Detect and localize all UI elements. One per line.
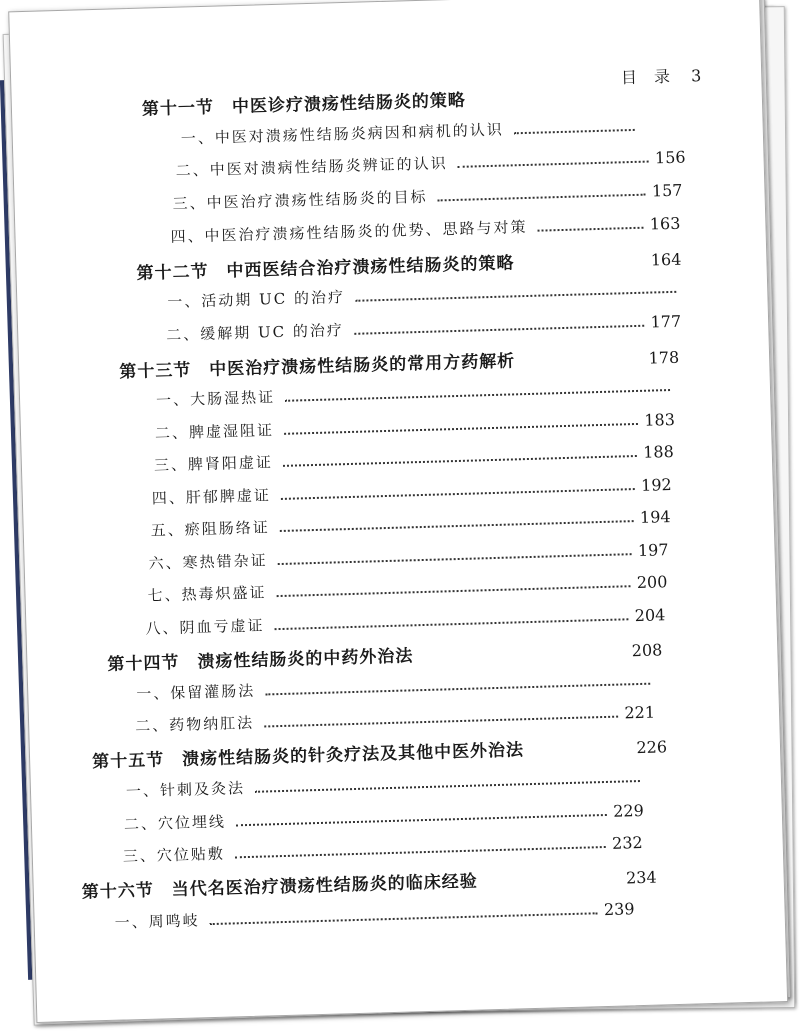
toc-item-row[interactable]: [155, 408, 675, 444]
item-title: 六、寒热错杂证: [148, 551, 268, 573]
page-number: 192: [640, 475, 672, 495]
page-number: 232: [611, 832, 643, 853]
leader-dots: [236, 813, 607, 826]
toc-section-row[interactable]: [136, 244, 681, 284]
toc-item-row[interactable]: [147, 570, 667, 606]
item-title: 一、大肠湿热证: [155, 388, 276, 410]
toc-item-row[interactable]: [167, 277, 682, 312]
item-title: 二、穴位埋线: [123, 812, 227, 834]
item-title: 五、瘀阻肠络证: [150, 518, 270, 540]
leader-dots: [210, 911, 598, 925]
toc-item-row[interactable]: [172, 179, 682, 214]
page-number: 234: [625, 867, 657, 888]
section-title: [92, 735, 525, 772]
toc-item-row[interactable]: [124, 799, 644, 835]
section-title: [136, 248, 515, 284]
section-number: 第十四节: [107, 652, 180, 675]
toc-item-row[interactable]: [181, 115, 641, 149]
toc-item-row[interactable]: [114, 897, 634, 933]
toc-item-row[interactable]: [145, 603, 665, 639]
item-title: 二、脾虚湿阻证: [154, 421, 275, 443]
toc-item-row[interactable]: [148, 538, 668, 574]
toc-section-row[interactable]: [81, 862, 656, 903]
toc-item-row[interactable]: [156, 375, 676, 411]
leader-dots: [280, 519, 634, 532]
item-title: 一、中医对溃疡性结肠炎病因和病机的认识: [180, 120, 504, 148]
toc-section-row[interactable]: [92, 731, 667, 772]
item-title: 四、中医治疗溃疡性结肠炎的优势、思路与对策: [170, 217, 528, 246]
page-number: 221: [624, 702, 656, 723]
item-title: 一、周鸣岐: [114, 911, 200, 932]
spacer: [414, 660, 632, 666]
section-name: 中西医结合治疗溃疡性结肠炎的策略: [226, 253, 515, 282]
leader-dots: [283, 454, 637, 467]
toc-page: [8, 0, 788, 1023]
item-title: 三、穴位贴敷: [122, 844, 226, 866]
page-number: 226: [636, 737, 668, 758]
page-number: 183: [644, 409, 676, 430]
item-title: 四、肝郁脾虚证: [151, 486, 272, 508]
page-number: 208: [631, 640, 663, 661]
section-name: 溃疡性结肠炎的针灸疗法及其他中医外治法: [181, 740, 525, 770]
leader-dots: [235, 845, 606, 858]
toc-item-row[interactable]: [135, 701, 655, 737]
toc-section-row[interactable]: [142, 84, 543, 120]
toc-item-row[interactable]: [150, 505, 670, 541]
item-title: 七、热毒炽盛证: [147, 583, 267, 605]
section-title: [119, 346, 516, 382]
page-number: 157: [651, 180, 683, 201]
spacer: [524, 757, 636, 760]
page-number: 204: [634, 605, 666, 626]
section-name: 中医诊疗溃疡性结肠炎的策略: [231, 90, 467, 118]
page-number: 177: [650, 311, 682, 332]
leader-dots: [284, 422, 638, 435]
section-name: 溃疡性结肠炎的中药外治法: [197, 646, 414, 673]
section-number: 第十二节: [136, 261, 209, 284]
item-title: 二、中医对溃病性结肠炎辨证的认识: [175, 154, 448, 180]
leader-dots: [281, 487, 635, 500]
leader-dots: [285, 388, 670, 402]
section-name: 当代名医治疗溃疡性结肠炎的临床经验: [171, 871, 478, 901]
leader-dots: [438, 193, 646, 202]
section-name: 中医治疗溃疡性结肠炎的常用方药解析: [209, 351, 516, 380]
page-number: 156: [654, 147, 686, 168]
leader-dots: [265, 682, 650, 696]
item-title: 一、保留灌肠法: [136, 681, 256, 704]
page-number: 178: [648, 347, 680, 368]
page-number: 163: [649, 213, 681, 234]
spacer: [515, 270, 651, 274]
page-number: 229: [612, 800, 645, 821]
leader-dots: [275, 617, 629, 630]
section-number: 第十三节: [119, 360, 192, 383]
toc-item-row[interactable]: [126, 766, 646, 802]
toc-item-row[interactable]: [154, 440, 674, 476]
item-title: 二、药物纳肛法: [134, 713, 255, 736]
leader-dots: [277, 584, 631, 597]
item-title: 三、中医治疗溃疡性结肠炎的目标: [172, 187, 428, 213]
section-number: 第十一节: [141, 97, 215, 120]
item-title: 一、针刺及灸法: [125, 779, 246, 801]
toc-item-row[interactable]: [175, 146, 685, 181]
leader-dots: [458, 160, 649, 168]
toc-item-row[interactable]: [136, 669, 656, 705]
page-number: 197: [637, 540, 669, 560]
toc-item-row[interactable]: [166, 310, 681, 345]
leader-dots: [264, 715, 618, 728]
table-of-contents: [9, 0, 787, 1022]
leader-dots: [278, 552, 632, 565]
leader-dots: [255, 779, 640, 793]
spacer: [515, 368, 648, 372]
toc-section-row[interactable]: [107, 634, 662, 674]
leader-dots: [355, 290, 676, 302]
item-title: 一、活动期 UC 的治疗: [167, 288, 346, 312]
page-number: 239: [603, 899, 635, 920]
toc-item-row[interactable]: [170, 212, 680, 247]
leader-dots: [354, 324, 645, 335]
page-number: 194: [639, 507, 671, 527]
page-number: 200: [636, 572, 668, 593]
item-title: 二、缓解期 UC 的治疗: [166, 321, 345, 345]
leader-dots: [537, 226, 643, 232]
page-number: 164: [650, 249, 682, 270]
header-label: 目 录: [620, 66, 677, 88]
item-title: 三、脾肾阳虚证: [153, 453, 274, 475]
page-number: 188: [642, 441, 675, 462]
spacer: [478, 887, 626, 891]
section-number: 第十六节: [81, 880, 155, 903]
leader-dots: [514, 128, 635, 134]
section-number: 第十五节: [91, 750, 165, 773]
section-title: [81, 867, 478, 903]
header-page-number: 3: [690, 66, 702, 86]
toc-item-row[interactable]: [152, 473, 672, 509]
section-title: [142, 86, 467, 120]
section-title: [107, 641, 414, 675]
toc-item-row[interactable]: [123, 831, 643, 867]
item-title: 八、阴血亏虚证: [145, 616, 265, 638]
